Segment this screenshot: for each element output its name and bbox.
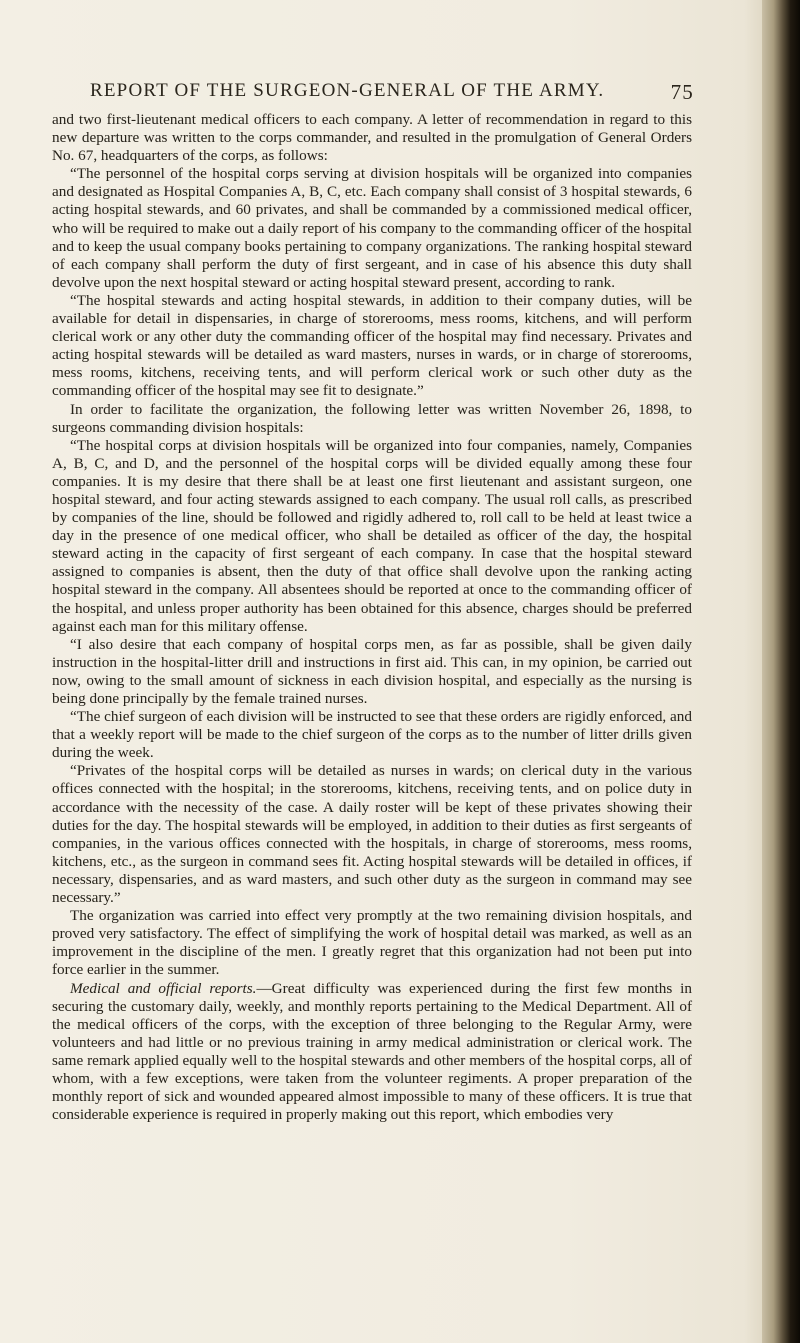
page-header-title: REPORT OF THE SURGEON-GENERAL OF THE ARMY. (90, 80, 605, 101)
section-lead: Medical and official reports. (70, 979, 257, 997)
body-text (52, 111, 692, 1124)
book-binding-edge (762, 0, 800, 1343)
paragraph: “The personnel of the hospital corps serving at division hospitals will be organized into companies and designated as Hospital Companies A, B, C, etc. Each company shall consist of 3 hospital stewards, 6 acting hospital stewards, and 60 privates, and shall be commanded by a commissioned medical officer, who will be required to make out a daily report of his company to the commanding officer of the hospital and to keep the usual company books pertaining to company organizations. The ranking hospital steward of each company shall perform the duty of first sergeant, and in case of his absence this duty shall devolve upon the next hospital steward or acting hospital steward present, according to rank. (52, 165, 692, 291)
running-header (90, 80, 694, 104)
paragraph: “The hospital stewards and acting hospital stewards, in addition to their company duties, will be available for detail in dispensaries, in charge of storerooms, mess rooms, kitchens, and will perform clerical work or any other duty the commanding officer of the hospital may find necessary. Privates and acting hospital stewards will be detailed as ward masters, nurses in wards, or in charge of storerooms, mess rooms, kitchens, receiving tents, and will perform clerical work or such other duty as the commanding officer of the hospital may see fit to designate.” (52, 291, 692, 400)
paragraph: “Privates of the hospital corps will be detailed as nurses in wards; on clerical duty in the various offices connected with the hospital; in the storerooms, kitchens, receiving tents, and on police duty in accordance with the necessity of the case. A daily roster will be kept of these privates showing their duties for the day. The hospital stewards will be employed, in addition to their duties as first sergeants of companies, in the various offices connected with the hospitals, in charge of storerooms, mess rooms, kitchens, etc., as the surgeon in command sees fit. Acting hospital stewards will be detailed in offices, if necessary, dispensaries, and as ward masters, and such other duty as the surgeon in command may see necessary.” (52, 762, 692, 907)
paragraph-text: —Great difficulty was experienced during the first few months in securing the customary daily, weekly, and monthly reports pertaining to the Medical Department. All of the medical officers of the corps, with the exception of three belonging to the Regular Army, were volunteers and had little or no previous training in army medical administration or clerical work. The same remark applied equally well to the hospital stewards and other members of the hospital corps, all of whom, with a few exceptions, were taken from the volunteer regiments. A proper preparation of the monthly report of sick and wounded appeared almost impossible to many of these officers. It is true that considerable experience is required in properly making out this report, which embodies very (52, 979, 692, 1124)
paragraph: “I also desire that each company of hospital corps men, as far as possible, shall be given daily instruction in the hospital-litter drill and instructions in first aid. This can, in my opinion, be carried out now, owing to the small amount of sickness in each division hospital, and especially as the nursing is being done principally by the female trained nurses. (52, 635, 692, 707)
paragraph: The organization was carried into effect very promptly at the two remaining division hospitals, and proved very satisfactory. The effect of simplifying the work of hospital detail was marked, as well as an improvement in the discipline of the men. I greatly regret that this organization had not been put into force earlier in the summer. (52, 907, 692, 979)
paragraph: and two first-lieutenant medical officers to each company. A letter of recommendation in regard to this new departure was written to the corps commander, and resulted in the promulgation of General Orders No. 67, headquarters of the corps, as follows: (52, 111, 692, 165)
paragraph: “The hospital corps at division hospitals will be organized into four companies, namely, Companies A, B, C, and D, and the personnel of the hospital corps will be divided equally among these four companies. It is my desire that there shall be at least one first lieutenant and assistant surgeon, one hospital steward, and four acting stewards assigned to each company. The usual roll calls, as prescribed by companies of the line, should be followed and rigidly adhered to, roll call to be held at least twice a day in the presence of one medical officer, who shall be detailed as officer of the day, the hospital steward acting in the capacity of first sergeant of each company. In case that the hospital steward assigned to companies is absent, then the duty of that office shall devolve upon the ranking acting hospital steward in the company. All absentees should be reported at once to the commanding officer of the hospital, and unless proper authority has been obtained for this absence, charges should be preferred against each man for this military offense. (52, 436, 692, 635)
paragraph (52, 980, 692, 1125)
page-number: 75 (670, 80, 694, 104)
paragraph: In order to facilitate the organization, the following letter was written November 26, 1898, to surgeons commanding division hospitals: (52, 400, 692, 436)
paragraph: “The chief surgeon of each division will be instructed to see that these orders are rigidly enforced, and that a weekly report will be made to the chief surgeon of the corps as to the number of litter drills given during the week. (52, 708, 692, 762)
